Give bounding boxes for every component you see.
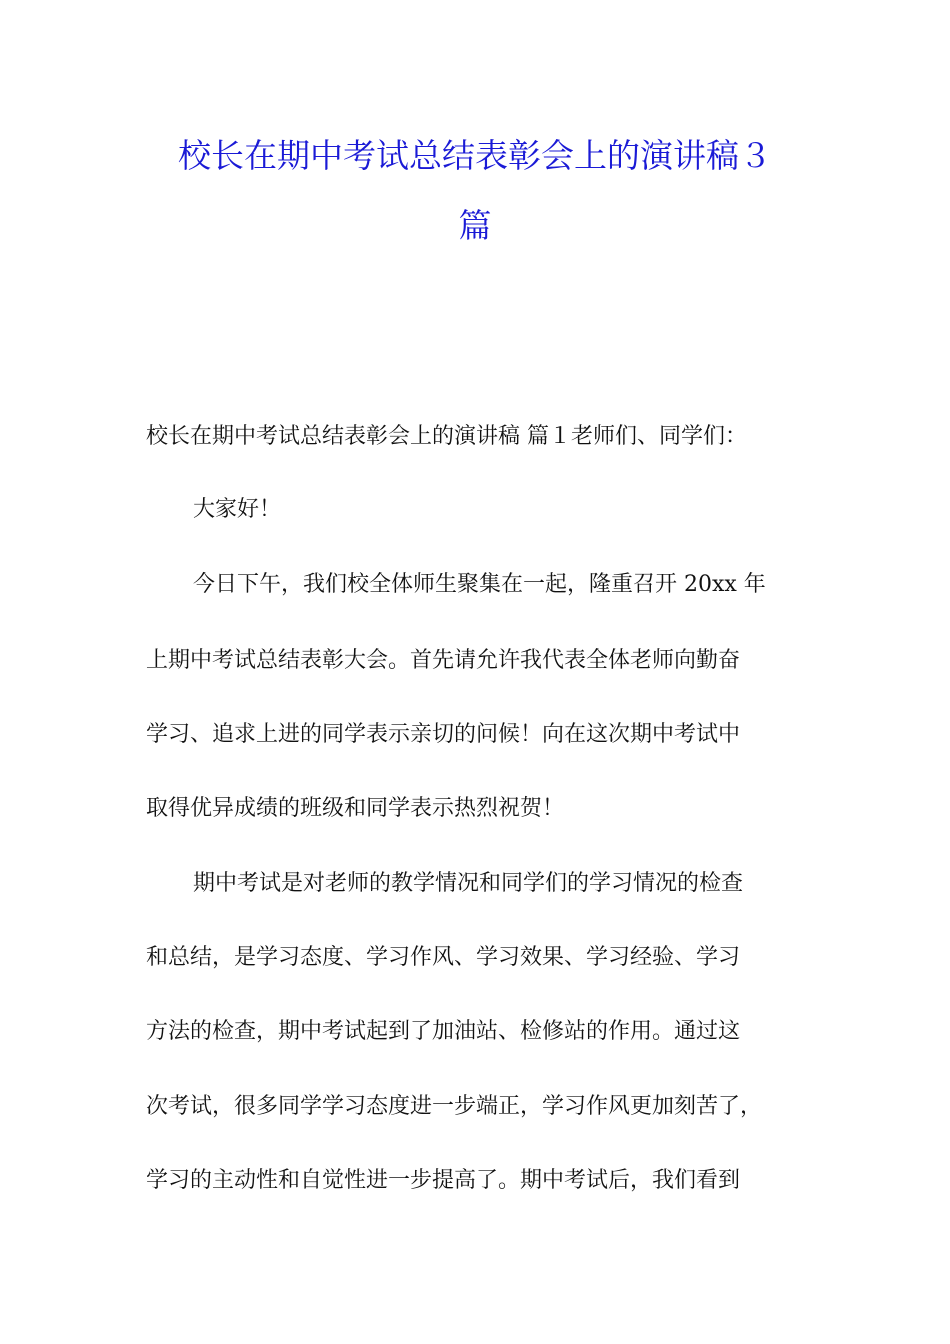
greeting-line: 大家好！ [193,497,282,522]
paragraph-line: 今日下午，我们校全体师生聚集在一起，隆重召开 20xx 年 [193,572,766,597]
opening-line: 校长在期中考试总结表彰会上的演讲稿 篇１老师们、同学们： [146,424,747,449]
paragraph-line: 上期中考试总结表彰大会。首先请允许我代表全体老师向勤奋 [146,648,741,673]
paragraph-line: 期中考试是对老师的教学情况和同学们的学习情况的检查 [193,871,744,896]
paragraph-line: 取得优异成绩的班级和同学表示热烈祝贺！ [146,796,565,821]
paragraph-line: 学习、追求上进的同学表示亲切的问候！向在这次期中考试中 [146,722,741,747]
document-title-line-1: 校长在期中考试总结表彰会上的演讲稿３ [178,136,772,175]
paragraph-line: 学习的主动性和自觉性进一步提高了。期中考试后，我们看到 [146,1168,741,1193]
paragraph-line: 方法的检查，期中考试起到了加油站、检修站的作用。通过这 [146,1019,741,1044]
paragraph-line: 和总结，是学习态度、学习作风、学习效果、学习经验、学习 [146,945,741,970]
paragraph-line: 次考试，很多同学学习态度进一步端正，学习作风更加刻苦了， [146,1094,763,1119]
document-title-line-2: 篇 [458,206,492,245]
